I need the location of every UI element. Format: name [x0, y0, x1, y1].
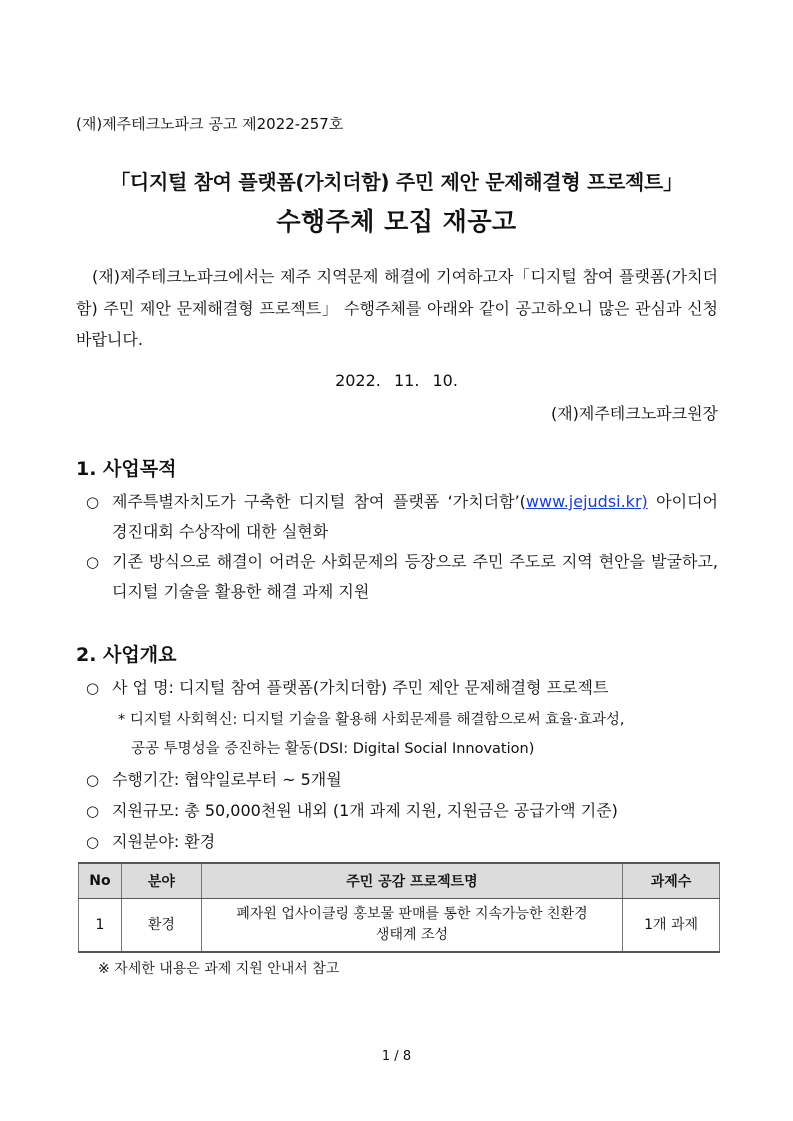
header-project-name: 주민 공감 프로젝트명: [201, 863, 622, 899]
section1-item2: [86, 547, 718, 607]
item1-text-after: 아이디어 경진대회 수상작에 대한 실현화: [112, 492, 718, 541]
scale: 지원규모: 총 50,000천원 내외 (1개 과제 지원, 지원금은 공급가액 기준): [112, 801, 618, 820]
bullet-icon: ○: [86, 771, 100, 789]
intro-paragraph: (재)제주테크노파크에서는 제주 지역문제 해결에 기여하고자「디지털 참여 플랫폼(가치더함) 주민 제안 문제해결형 프로젝트」 수행주체를 아래와 같이 공고하오니 많은 관심과 신청 바랍니다.: [76, 267, 718, 349]
issuer: (재)제주테크노파크원장: [550, 404, 718, 423]
dsi-note-line2: 공공 투명성을 증진하는 활동(DSI: Digital Social Innovation): [131, 741, 535, 757]
notice-date: 2022. 11. 10.: [335, 371, 458, 390]
table-header-row: [79, 863, 720, 899]
title-line2: 수행주체 모집 재공고: [276, 207, 517, 236]
item2-text: 기존 방식으로 해결이 어려운 사회문제의 등장으로 주민 주도로 지역 현안을 발굴하고, 디지털 기술을 활용한 해결 과제 지원: [112, 552, 718, 601]
page-number: 1 / 8: [381, 1049, 412, 1064]
section1-heading: 1. 사업목적: [76, 458, 177, 480]
business-name-line: [86, 675, 608, 698]
item1-text-before: 제주특별자치도가 구축한 디지털 참여 플랫폼 ‘가치더함’(: [112, 492, 526, 511]
dsi-note-line1: * 디지털 사회혁신: 디지털 기술을 활용해 사회문제를 해결함으로써 효율·효과성,: [118, 712, 625, 728]
cell-project-name: [201, 899, 622, 953]
notice-number: (재)제주테크노파크 공고 제2022-257호: [76, 115, 344, 133]
bullet-icon: ○: [86, 493, 100, 511]
field-line: [86, 829, 215, 852]
section1-list: [86, 487, 718, 607]
jejudsi-link[interactable]: www.jejudsi.kr): [525, 492, 648, 511]
scale-line: [86, 798, 618, 821]
bullet-icon: ○: [86, 833, 100, 851]
bullet-icon: ○: [86, 553, 100, 571]
field: 지원분야: 환경: [112, 832, 216, 851]
project-name-line1: 폐자원 업사이클링 홍보물 판매를 통한 지속가능한 친환경: [236, 906, 588, 922]
period-line: [86, 767, 342, 790]
cell-field: 환경: [121, 899, 201, 953]
header-count: 과제수: [623, 863, 720, 899]
cell-count: 1개 과제: [623, 899, 720, 953]
section1-item1: [86, 487, 718, 547]
cell-no: 1: [79, 899, 122, 953]
project-table: [78, 862, 720, 953]
project-name-line2: 생태계 조성: [375, 927, 448, 943]
bullet-icon: ○: [86, 802, 100, 820]
section2-heading: 2. 사업개요: [76, 644, 177, 666]
title-line1: 「디지털 참여 플랫폼(가치더함) 주민 제안 문제해결형 프로젝트」: [110, 170, 683, 194]
header-field: 분야: [121, 863, 201, 899]
reference-note: ※ 자세한 내용은 과제 지원 안내서 참고: [98, 961, 340, 977]
business-name: 사 업 명: 디지털 참여 플랫폼(가치더함) 주민 제안 문제해결형 프로젝트: [112, 678, 609, 697]
period: 수행기간: 협약일로부터 ~ 5개월: [112, 770, 342, 789]
table-row: [79, 899, 720, 953]
bullet-icon: ○: [86, 679, 100, 697]
header-no: No: [79, 863, 122, 899]
